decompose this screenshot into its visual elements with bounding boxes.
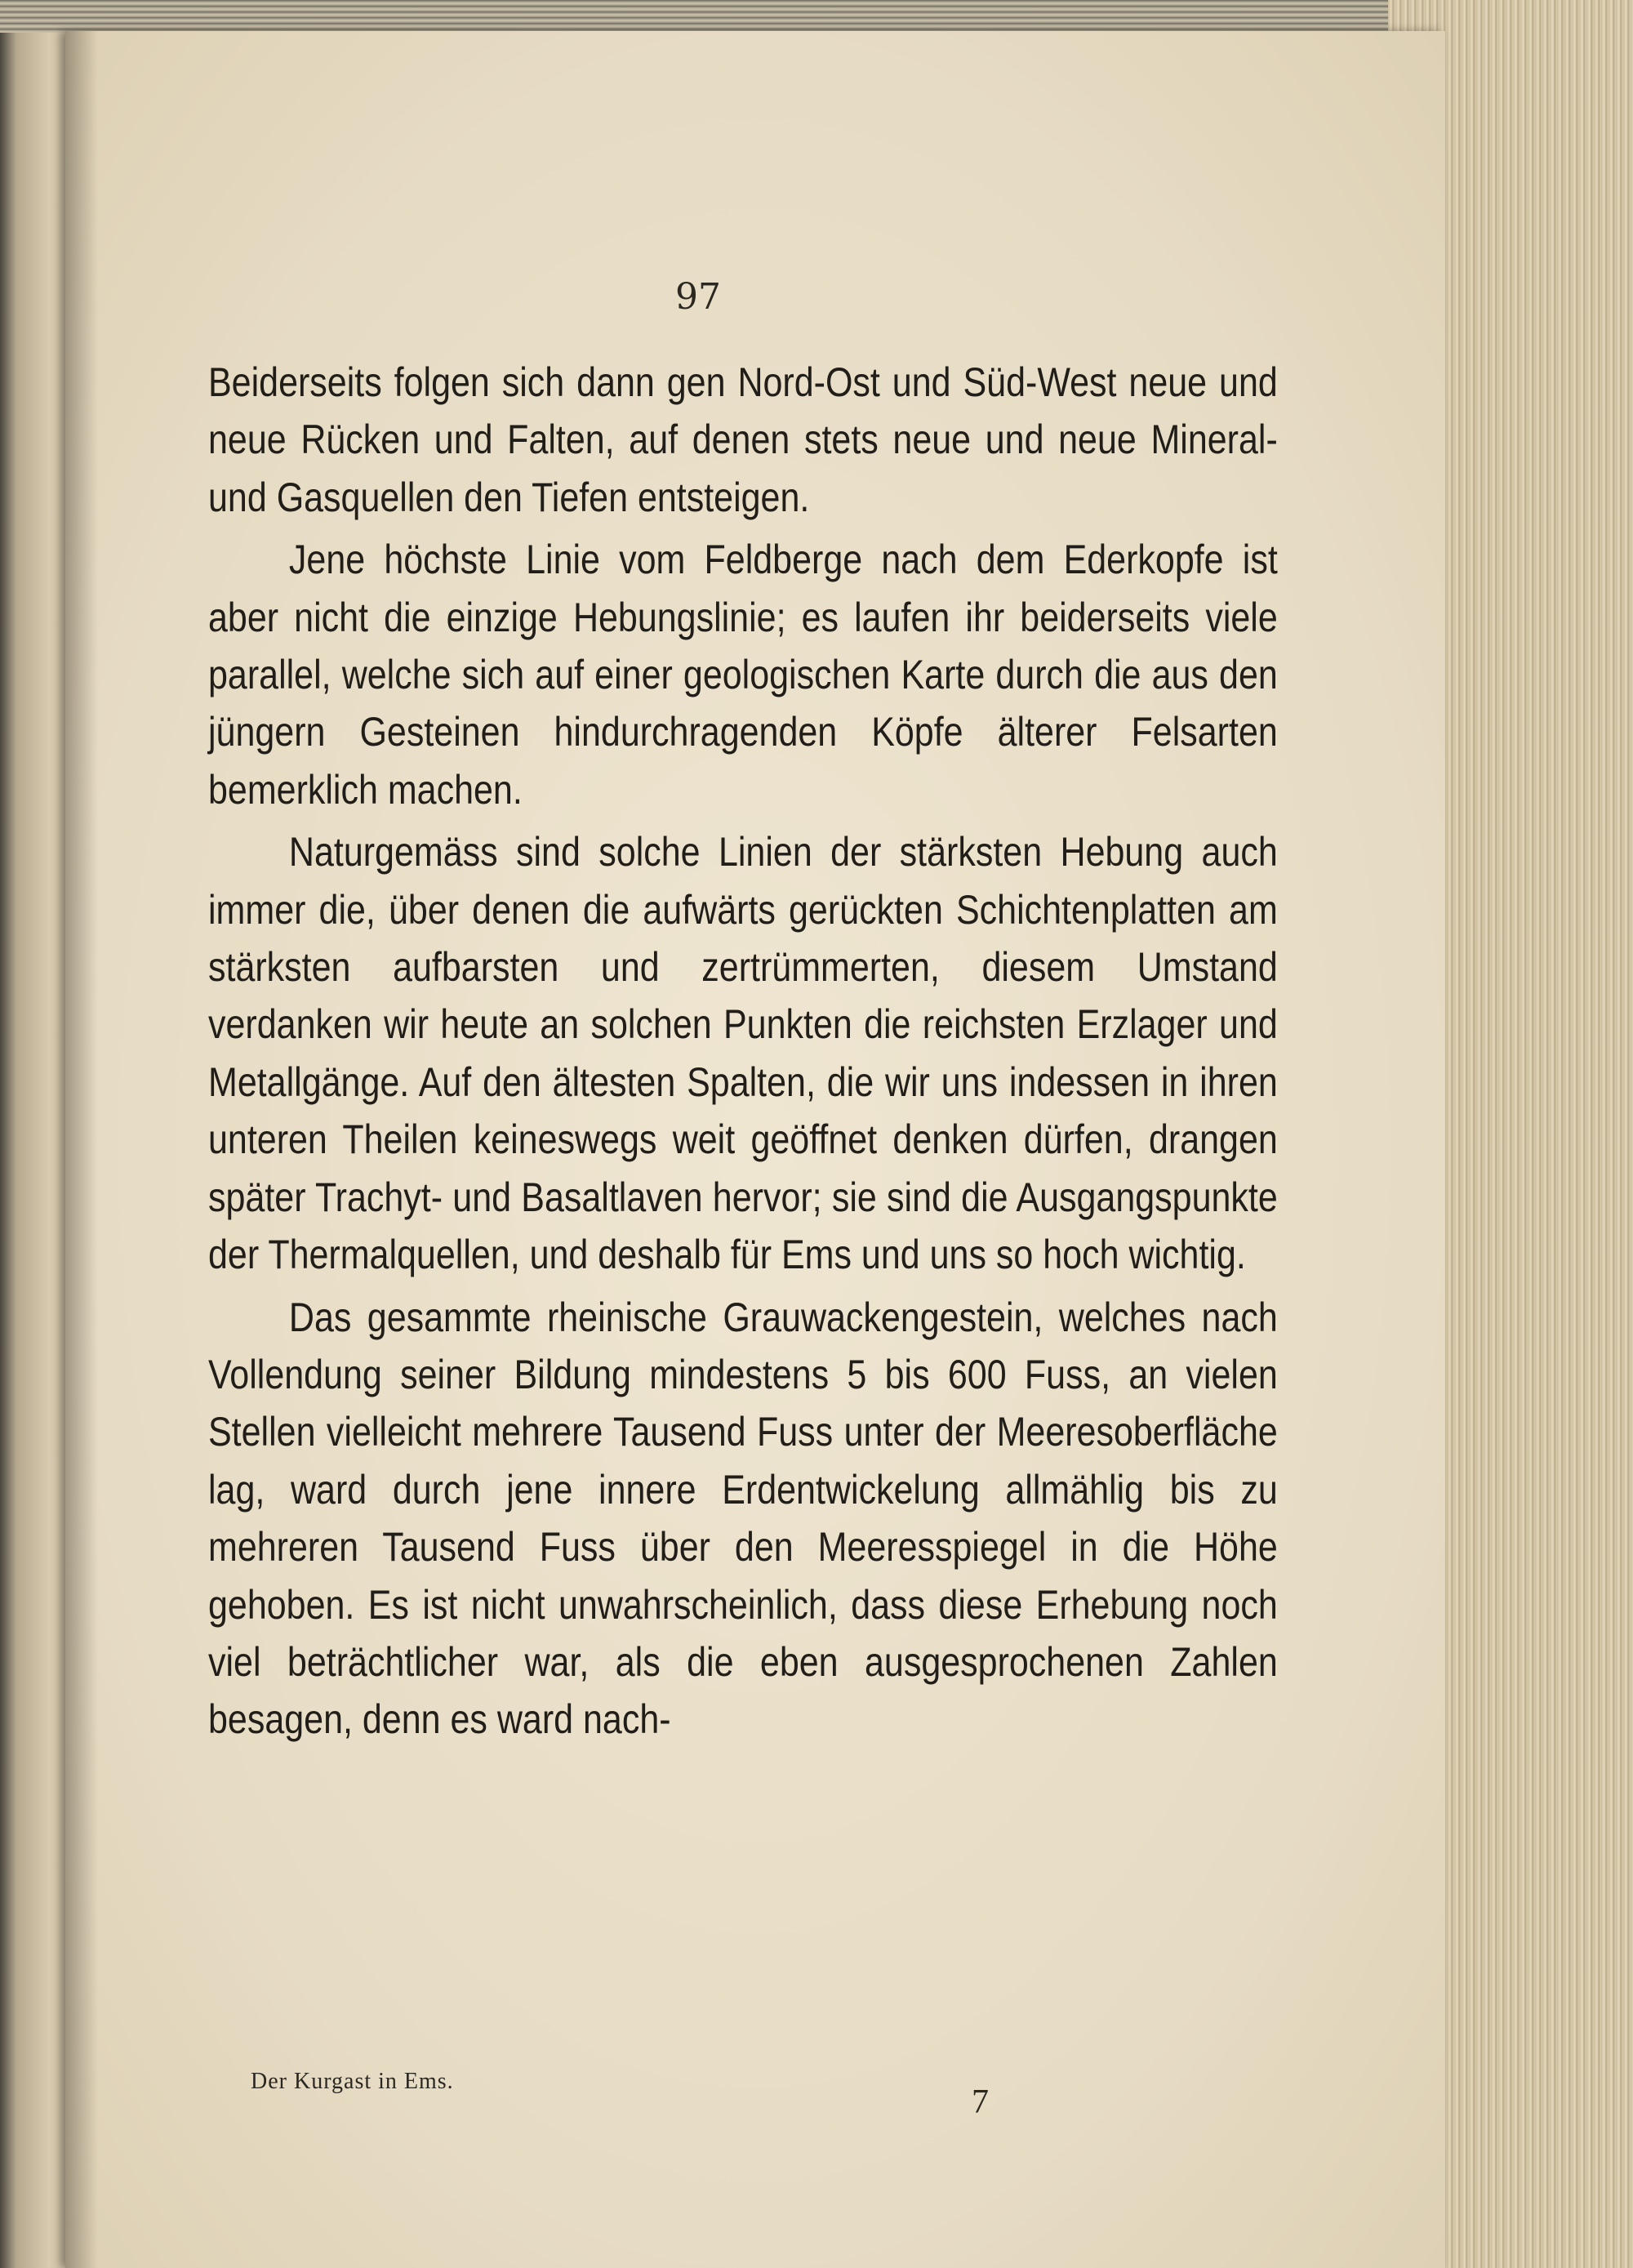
page-number [65, 276, 1445, 318]
signature-mark: 7 [972, 2083, 989, 2121]
book-page [65, 31, 1445, 2268]
page-gutter [65, 31, 98, 2268]
page-number-text: 97 [675, 276, 721, 318]
paragraph-4: Das gesammte rheinische Grauwackengestein, welches nach Vollendung seiner Bildung mindestens 5 bis 600 Fuss, an vielen Stellen vielleicht mehrere Tausend Fuss unter der Meeresoberfläche lag, ward durch jene innere Erdentwickelung allmählig bis zu mehreren Tausend Fuss über den Meeresspiegel in die Höhe gehoben. Es ist nicht unwahrscheinlich, dass diese Erhebung noch viel beträchtlicher war, als die eben ausgesprochenen Zahlen besagen, denn es ward nach- [208, 1294, 1278, 1743]
paragraph-3: Naturgemäss sind solche Linien der stärksten Hebung auch immer die, über denen die aufwärts gerückten Schichtenplatten am stärksten aufbarsten und zertrümmerten, diesem Umstand verdanken wir heute an solchen Punkten die reichsten Erzlager und Metallgänge. Auf den ältesten Spalten, die wir uns indessen in ihren unteren Theilen keineswegs weit geöffnet denken dürfen, drangen später Trachyt- und Basaltlaven hervor; sie sind die Ausgangspunkte der Thermalquellen, und deshalb für Ems und uns so hoch wichtig. [208, 829, 1278, 1278]
body-text [208, 354, 1278, 1749]
footer-title: Der Kurgast in Ems. [251, 2069, 454, 2094]
left-page-edge [0, 33, 73, 2268]
paragraph-2: Jene höchste Linie vom Feldberge nach dem Ederkopfe ist aber nicht die einzige Hebungslinie; es laufen ihr beiderseits viele parallel, welche sich auf einer geologischen Karte durch die aus den jüngern Gesteinen hindurchragenden Köpfe älterer Felsarten bemerklich machen. [208, 537, 1278, 813]
paragraph-1: Beiderseits folgen sich dann gen Nord-Ost und Süd-West neue und neue Rücken und Falten, auf denen stets neue und neue Mineral- und Gasquellen den Tiefen entsteigen. [208, 359, 1278, 520]
